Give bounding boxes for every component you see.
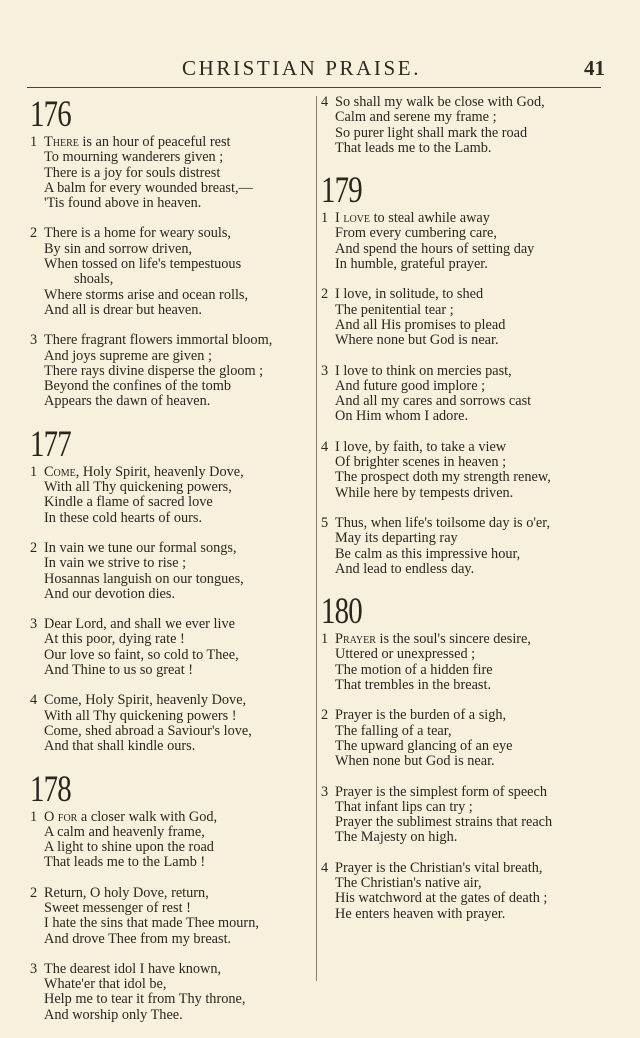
verse-line: [321, 440, 603, 455]
verse-text: I love to think on mercies past,: [335, 362, 512, 379]
verse-text: And drove Thee from my breast.: [44, 930, 232, 947]
stanza: [30, 886, 312, 947]
verse-text: Sweet messenger of rest !: [44, 899, 191, 916]
verse-text: Appears the dawn of heaven.: [44, 393, 211, 410]
hymn-number: 176: [30, 94, 71, 135]
stanza-number: 2: [321, 286, 329, 303]
verse-text: In vain we strive to rise ;: [44, 555, 187, 572]
verse-text: I love, by faith, to take a view: [335, 438, 507, 455]
verse-text: His watchword at the gates of death ;: [335, 890, 548, 907]
verse-text: shoals,: [74, 271, 114, 288]
verse-line: [321, 303, 603, 318]
verse-text: And our devotion dies.: [44, 585, 176, 602]
verse-line: [321, 257, 603, 272]
verse-text: is the soul's sincere desire,: [375, 631, 531, 648]
verse-line: [321, 141, 603, 156]
verse-line: [30, 394, 312, 409]
verse-text: Dear Lord, and shall we ever live: [44, 616, 235, 633]
column-divider: [316, 96, 317, 981]
verse-text: And spend the hours of setting day: [335, 240, 535, 257]
verse-text: The motion of a hidden fire: [335, 661, 493, 678]
verse-text: Help me to tear it from Thy throne,: [44, 991, 246, 1008]
stanza: [30, 962, 312, 1023]
verse-line: [30, 810, 312, 825]
verse-line: [30, 1008, 312, 1023]
verse-text: From every cumbering care,: [335, 225, 497, 242]
verse-line: [30, 181, 312, 196]
verse-line: [30, 495, 312, 510]
verse-text: Come, Holy Spirit, heavenly Dove,: [44, 692, 247, 709]
verse-line: [321, 110, 603, 125]
stanza: [321, 211, 603, 272]
verse-text: And lead to endless day.: [335, 560, 475, 577]
verse-line: [30, 825, 312, 840]
verse-line: [321, 318, 603, 333]
hymn: [30, 95, 312, 410]
stanza-number: 3: [30, 616, 38, 633]
verse-text: Whate'er that idol be,: [44, 976, 167, 993]
verse-line: [30, 840, 312, 855]
stanza-number: 2: [30, 884, 38, 901]
running-title: CHRISTIAN PRAISE.: [182, 56, 422, 80]
verse-text: In vain we tune our formal songs,: [44, 539, 237, 556]
verse-line: [321, 547, 603, 562]
verse-line: [321, 562, 603, 577]
page-header: [0, 56, 640, 86]
verse-text: Our love so faint, so cold to Thee,: [44, 646, 239, 663]
first-word: Prayer: [335, 631, 376, 648]
stanza-number: 1: [321, 210, 329, 227]
stanza: [321, 861, 603, 922]
verse-line: [321, 815, 603, 830]
verse-text: There fragrant flowers immortal bloom,: [44, 332, 273, 349]
verse-line: [30, 272, 312, 287]
verse-text: And joys supreme are given ;: [44, 347, 212, 364]
verse-line: [30, 587, 312, 602]
verse-line: [321, 486, 603, 501]
verse-text: , Holy Spirit, heavenly Dove,: [75, 463, 244, 480]
verse-text: 'Tis found above in heaven.: [44, 195, 202, 212]
stanza: [30, 693, 312, 754]
verse-text: is an hour of peaceful rest: [78, 134, 231, 150]
verse-line: [321, 907, 603, 922]
verse-text: And worship only Thee.: [44, 1006, 183, 1023]
hymn-number: 180: [321, 591, 362, 633]
verse-line: [321, 226, 603, 241]
verse-text: When none but God is near.: [335, 753, 495, 770]
verse-text: So purer light shall mark the road: [335, 124, 528, 141]
verse-text: Thus, when life's toilsome day is o'er,: [335, 514, 551, 531]
stanza: [30, 135, 312, 211]
stanza-number: 1: [30, 134, 38, 150]
stanza-number: 3: [321, 783, 329, 800]
stanza-number: 4: [30, 692, 38, 709]
hymn-number: 177: [30, 423, 71, 465]
verse-text: Kindle a flame of sacred love: [44, 494, 213, 511]
verse-text: At this poor, dying rate !: [44, 631, 185, 648]
stanza-number: 2: [30, 539, 38, 556]
verse-line: [30, 465, 312, 480]
verse-line: [321, 663, 603, 678]
verse-line: [30, 617, 312, 632]
stanza-number: 2: [30, 225, 38, 242]
verse-text: He enters heaven with prayer.: [335, 905, 506, 922]
verse-text: Come, shed abroad a Saviour's love,: [44, 722, 252, 739]
verse-text: And future good implore ;: [335, 377, 486, 394]
verse-text: Where none but God is near.: [335, 332, 499, 349]
verse-line: [321, 242, 603, 257]
verse-text: To mourning wanderers given ;: [44, 149, 224, 166]
hymn: [30, 770, 312, 1024]
right-column: [321, 95, 603, 937]
stanza: [30, 465, 312, 526]
verse-line: [321, 333, 603, 348]
verse-text: Be calm as this impressive hour,: [335, 545, 521, 562]
verse-line: [30, 349, 312, 364]
verse-text: May its departing ray: [335, 530, 458, 547]
verse-line: [30, 932, 312, 947]
verse-line: [30, 541, 312, 556]
verse-text: Of brighter scenes in heaven ;: [335, 454, 507, 471]
stanza: [321, 708, 603, 769]
verse-line: [321, 708, 603, 723]
verse-line: [30, 992, 312, 1007]
stanza-number: 4: [321, 94, 329, 110]
verse-line: [30, 150, 312, 165]
verse-line: [30, 663, 312, 678]
verse-line: [30, 196, 312, 211]
header-rule: [27, 87, 601, 88]
verse-line: [30, 257, 312, 272]
verse-text: The prospect doth my strength renew,: [335, 469, 551, 486]
verse-line: [30, 693, 312, 708]
verse-line: [30, 632, 312, 647]
verse-text: I love, in solitude, to shed: [335, 286, 484, 303]
verse-line: [30, 288, 312, 303]
verse-line: [321, 470, 603, 485]
verse-line: [30, 977, 312, 992]
verse-text: A light to shine upon the road: [44, 839, 214, 856]
page-number: 41: [584, 56, 605, 80]
verse-text: That infant lips can try ;: [335, 798, 473, 815]
stanza: [321, 364, 603, 425]
first-word: There: [44, 134, 79, 150]
verse-text: The penitential tear ;: [335, 301, 454, 318]
verse-text: So shall my walk be close with God,: [335, 94, 545, 110]
verse-line: [321, 287, 603, 302]
verse-line: [30, 962, 312, 977]
verse-line: [321, 876, 603, 891]
verse-text: And all is drear but heaven.: [44, 301, 203, 318]
verse-text: And that shall kindle ours.: [44, 738, 196, 755]
stanza-number: 1: [30, 808, 38, 825]
stanza-number: 2: [321, 707, 329, 724]
verse-line: [30, 135, 312, 150]
stanza-number: 3: [321, 362, 329, 379]
verse-text: And Thine to us so great !: [44, 662, 194, 679]
hymn: [321, 95, 603, 156]
verse-text: Calm and serene my frame ;: [335, 109, 497, 126]
verse-line: [321, 394, 603, 409]
verse-text: Prayer the sublimest strains that reach: [335, 814, 553, 831]
verse-line: [321, 830, 603, 845]
left-column: [30, 95, 312, 1038]
verse-text: In these cold hearts of ours.: [44, 509, 203, 526]
verse-line: [30, 511, 312, 526]
verse-line: [30, 556, 312, 571]
verse-line: [30, 901, 312, 916]
verse-text: On Him whom I adore.: [335, 408, 469, 425]
verse-line: [321, 861, 603, 876]
verse-line: [321, 724, 603, 739]
verse-text: Prayer is the burden of a sigh,: [335, 707, 507, 724]
verse-text: a closer walk with God,: [77, 808, 218, 825]
hymn: [321, 592, 603, 922]
hymn: [321, 171, 603, 577]
stanza-number: 3: [30, 332, 38, 349]
verse-text: Beyond the confines of the tomb: [44, 378, 232, 395]
verse-text: The upward glancing of an eye: [335, 737, 513, 754]
stanza: [321, 287, 603, 348]
stanza: [321, 785, 603, 846]
hymn-number: 178: [30, 768, 71, 810]
verse-text: Return, O holy Dove, return,: [44, 884, 209, 901]
verse-line: [30, 739, 312, 754]
verse-line: [321, 800, 603, 815]
verse-line: [321, 211, 603, 226]
verse-text: The Christian's native air,: [335, 874, 482, 891]
verse-line: [321, 531, 603, 546]
verse-text: Uttered or unexpressed ;: [335, 646, 476, 663]
first-word: I love: [335, 210, 370, 227]
stanza-number: 3: [30, 960, 38, 977]
verse-text: With all Thy quickening powers !: [44, 707, 237, 724]
verse-line: [321, 785, 603, 800]
verse-line: [321, 364, 603, 379]
hymn: [30, 425, 312, 755]
verse-line: [321, 455, 603, 470]
verse-text: Where storms arise and ocean rolls,: [44, 286, 249, 303]
stanza: [321, 440, 603, 501]
verse-line: [30, 572, 312, 587]
verse-text: Prayer is the Christian's vital breath,: [335, 859, 543, 876]
verse-line: [30, 916, 312, 931]
verse-text: There is a home for weary souls,: [44, 225, 231, 242]
verse-line: [321, 95, 603, 110]
verse-text: And all my cares and sorrows cast: [335, 393, 532, 410]
hymn-number: 179: [321, 170, 362, 212]
verse-line: [321, 632, 603, 647]
verse-line: [30, 480, 312, 495]
verse-text: Hosannas languish on our tongues,: [44, 570, 244, 587]
verse-text: A calm and heavenly frame,: [44, 823, 205, 840]
verse-text: Prayer is the simplest form of speech: [335, 783, 548, 800]
stanza: [321, 95, 603, 156]
verse-line: [321, 678, 603, 693]
verse-line: [321, 126, 603, 141]
stanza-number: 1: [321, 631, 329, 648]
verse-line: [30, 364, 312, 379]
stanza: [30, 617, 312, 678]
stanza-number: 5: [321, 514, 329, 531]
verse-line: [30, 333, 312, 348]
verse-line: [30, 166, 312, 181]
verse-line: [321, 754, 603, 769]
stanza-number: 4: [321, 859, 329, 876]
verse-line: [30, 242, 312, 257]
verse-text: That leads me to the Lamb !: [44, 854, 206, 871]
stanza-number: 1: [30, 463, 38, 480]
verse-line: [321, 516, 603, 531]
stanza: [30, 541, 312, 602]
verse-line: [30, 303, 312, 318]
verse-text: The falling of a tear,: [335, 722, 452, 739]
first-word: O for: [44, 808, 78, 825]
verse-line: [321, 739, 603, 754]
verse-text: The Majesty on high.: [335, 829, 458, 846]
stanza: [30, 226, 312, 318]
verse-text: There is a joy for souls distrest: [44, 164, 221, 181]
verse-text: That leads me to the Lamb.: [335, 139, 492, 156]
verse-text: to steal awhile away: [370, 210, 490, 227]
verse-text: While here by tempests driven.: [335, 484, 514, 501]
stanza: [30, 810, 312, 871]
verse-line: [321, 891, 603, 906]
verse-line: [30, 379, 312, 394]
verse-line: [30, 648, 312, 663]
verse-text: By sin and sorrow driven,: [44, 240, 193, 257]
verse-text: There rays divine disperse the gloom ;: [44, 362, 264, 379]
stanza: [321, 516, 603, 577]
verse-line: [321, 647, 603, 662]
verse-line: [30, 855, 312, 870]
first-word: Come: [44, 463, 76, 480]
stanza-number: 4: [321, 438, 329, 455]
verse-line: [30, 709, 312, 724]
verse-text: I hate the sins that made Thee mourn,: [44, 915, 259, 932]
verse-text: In humble, grateful prayer.: [335, 256, 488, 273]
stanza: [30, 333, 312, 409]
verse-line: [30, 886, 312, 901]
verse-text: And all His promises to plead: [335, 316, 506, 333]
verse-line: [30, 724, 312, 739]
verse-line: [30, 226, 312, 241]
verse-text: A balm for every wounded breast,—: [44, 179, 253, 196]
verse-text: With all Thy quickening powers,: [44, 479, 232, 496]
verse-text: When tossed on life's tempestuous: [44, 256, 242, 273]
verse-text: The dearest idol I have known,: [44, 960, 222, 977]
stanza: [321, 632, 603, 693]
verse-line: [321, 409, 603, 424]
verse-text: That trembles in the breast.: [335, 677, 492, 694]
verse-line: [321, 379, 603, 394]
